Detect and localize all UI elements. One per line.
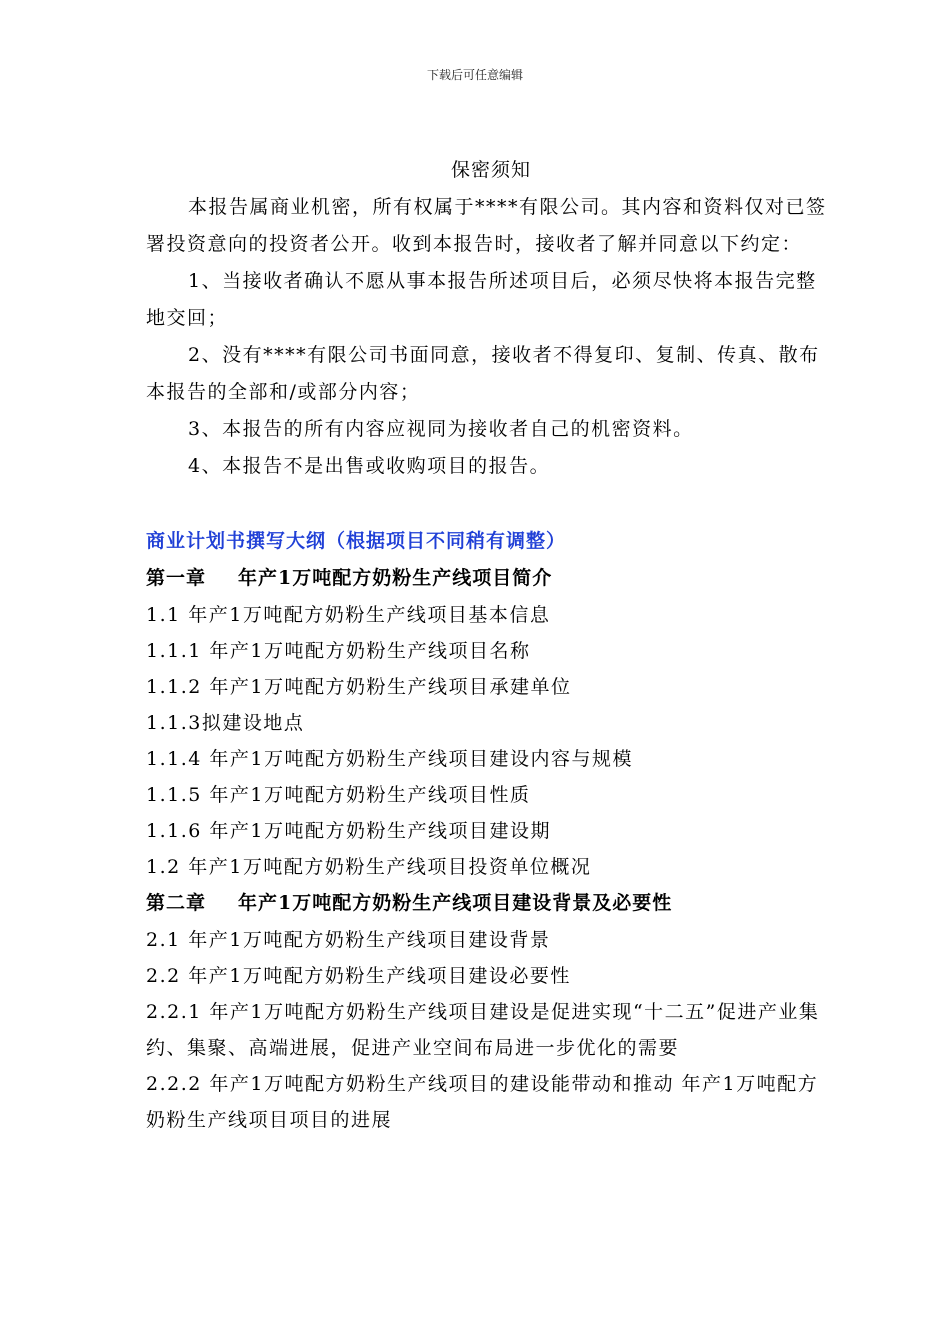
notice-item: 2、没有****有限公司书面同意，接收者不得复印、复制、传真、散布本报告的全部和/或部分内容； xyxy=(146,344,820,403)
toc-item: 1.1.5 年产1万吨配方奶粉生产线项目性质 xyxy=(146,784,531,806)
page-header: 下载后可任意编辑 xyxy=(426,68,523,82)
chapter-title: 年产1万吨配方奶粉生产线项目建设背景及必要性 xyxy=(238,892,673,914)
toc-item: 2.2.1 年产1万吨配方奶粉生产线项目建设是促进实现“十二五”促进产业集约、集聚、高端进展，促进产业空间布局进一步优化的需要 xyxy=(146,1001,820,1059)
chapter-heading xyxy=(146,560,836,597)
toc-item: 2.2.2 年产1万吨配方奶粉生产线项目的建设能带动和推动 年产1万吨配方奶粉生产线项目项目的进展 xyxy=(146,1073,819,1131)
toc-item: 1.1.6 年产1万吨配方奶粉生产线项目建设期 xyxy=(146,820,551,842)
notice-item: 4、本报告不是出售或收购项目的报告。 xyxy=(188,455,551,477)
document-body xyxy=(146,152,836,1138)
chapter-heading xyxy=(146,885,836,922)
toc-item: 1.1 年产1万吨配方奶粉生产线项目基本信息 xyxy=(146,604,551,626)
toc-item: 1.2 年产1万吨配方奶粉生产线项目投资单位概况 xyxy=(146,856,592,878)
toc-item: 2.2 年产1万吨配方奶粉生产线项目建设必要性 xyxy=(146,965,571,987)
toc-item: 1.1.4 年产1万吨配方奶粉生产线项目建设内容与规模 xyxy=(146,748,633,770)
chapter-title: 年产1万吨配方奶粉生产线项目简介 xyxy=(238,567,553,589)
notice-intro: 本报告属商业机密，所有权属于****有限公司。其内容和资料仅对已签署投资意向的投资者公开。收到本报告时，接收者了解并同意以下约定： xyxy=(146,196,827,255)
toc-item: 1.1.3拟建设地点 xyxy=(146,712,305,734)
chapter-number: 第一章 xyxy=(146,567,207,589)
notice-item: 1、当接收者确认不愿从事本报告所述项目后，必须尽快将本报告完整地交回； xyxy=(146,270,817,329)
chapter-number: 第二章 xyxy=(146,892,207,914)
toc-item: 1.1.1 年产1万吨配方奶粉生产线项目名称 xyxy=(146,640,531,662)
toc-item: 1.1.2 年产1万吨配方奶粉生产线项目承建单位 xyxy=(146,676,572,698)
notice-title: 保密须知 xyxy=(450,159,531,181)
outline-heading: 商业计划书撰写大纲（根据项目不同稍有调整） xyxy=(146,530,567,552)
notice-item: 3、本报告的所有内容应视同为接收者自己的机密资料。 xyxy=(188,418,694,440)
toc-item: 2.1 年产1万吨配方奶粉生产线项目建设背景 xyxy=(146,929,551,951)
